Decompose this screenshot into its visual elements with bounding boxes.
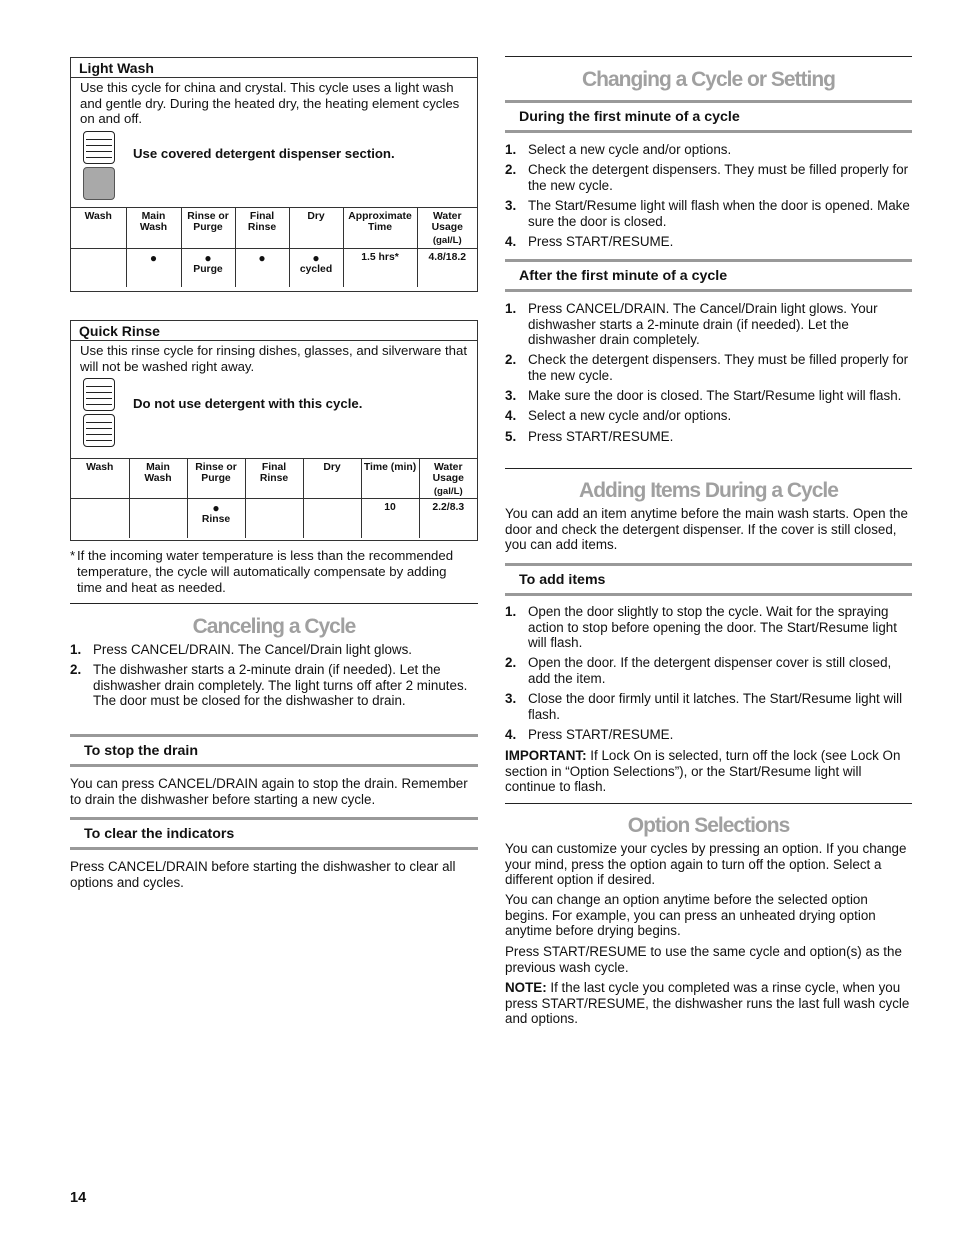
light-wash-box — [70, 57, 478, 292]
divider — [505, 130, 912, 133]
after-minute-steps — [505, 301, 912, 449]
list-item: 1. Press CANCEL/DRAIN. The Cancel/Drain light glows. Your dishwasher starts a 2-minute drain (if needed). Let the dishwasher drain completely. — [505, 301, 878, 348]
dispenser-icon — [83, 378, 115, 450]
col-header-main-wash: Main Wash — [129, 459, 187, 499]
col-header-final-rinse: Final Rinse — [235, 207, 289, 248]
col-header-final-rinse: Final Rinse — [245, 459, 303, 499]
first-minute-title: During the first minute of a cycle — [519, 109, 740, 125]
cell-wash — [71, 248, 126, 287]
quick-rinse-dispenser-note: Do not use detergent with this cycle. — [133, 396, 363, 412]
unit-label: (gal/L) — [432, 234, 462, 246]
cell-dry — [303, 499, 361, 538]
list-item: 4. Press START/RESUME. — [505, 233, 674, 249]
bullet-icon: ● — [204, 250, 212, 265]
page-number: 14 — [70, 1190, 87, 1206]
bullet-icon: ● — [212, 501, 220, 516]
list-item: 1. Open the door slightly to stop the cycle. Wait for the spraying action to stop before opening the door. The Start/Resume light will flash. — [505, 604, 897, 651]
adding-intro: You can add an item anytime before the main wash starts. Open the door and check the detergent dispenser. If the cover is still closed, you can add items. — [505, 506, 908, 553]
unit-label: (gal/L) — [433, 486, 463, 498]
divider — [505, 468, 912, 469]
cell-dry: ● cycled — [289, 248, 343, 287]
add-items-steps — [505, 604, 912, 747]
cell-wash — [71, 499, 129, 538]
col-header-water: Water Usage (gal/L) — [417, 207, 477, 248]
divider — [70, 847, 478, 850]
after-minute-title: After the first minute of a cycle — [519, 268, 728, 284]
quick-rinse-box — [70, 320, 478, 541]
list-item: 2. Check the detergent dispensers. They must be filled properly for the new cycle. — [505, 352, 909, 383]
cell-time: 1.5 hrs* — [343, 248, 417, 287]
col-header-dry: Dry — [289, 207, 343, 248]
col-header-rinse-or-purge: Rinse or Purge — [187, 459, 245, 499]
list-item: 2. The dishwasher starts a 2-minute drain (if needed). Let the dishwasher drain completely. The light turns off after 2 minutes. The door must be closed for the dishwasher to drain. — [70, 662, 468, 709]
canceling-steps — [70, 642, 470, 714]
list-item: 3. Close the door firmly until it latches. The Start/Resume light will flash. — [505, 691, 903, 722]
col-header-main-wash: Main Wash — [126, 207, 181, 248]
divider — [505, 56, 912, 57]
stop-drain-text: You can press CANCEL/DRAIN again to stop the drain. Remember to drain the dishwasher before starting a new cycle. — [70, 776, 468, 807]
divider — [505, 563, 912, 566]
list-item: 3. The Start/Resume light will flash when the door is opened. Make sure the door is closed. — [505, 197, 910, 229]
cell-rinse-or-purge: ● Rinse — [187, 499, 245, 538]
quick-rinse-title: Quick Rinse — [71, 321, 477, 341]
list-item: 4. Press START/RESUME. — [505, 726, 674, 742]
cell-main-wash — [129, 499, 187, 538]
light-wash-dispenser — [71, 127, 477, 207]
cell-water: 4.8/18.2 — [417, 248, 477, 287]
clear-indicators-text: Press CANCEL/DRAIN before starting the dishwasher to clear all options and cycles. — [70, 859, 456, 890]
divider — [70, 734, 478, 737]
canceling-title: Canceling a Cycle — [192, 615, 356, 638]
quick-rinse-table — [71, 458, 477, 538]
cell-rinse-or-purge: ● Purge — [181, 248, 235, 287]
add-items-title: To add items — [519, 572, 606, 588]
options-p2: You can change an option anytime before the selected option begins. For example, you can press an unheated drying option anytime before drying begins. — [505, 892, 876, 939]
divider — [505, 593, 912, 596]
cell-water: 2.2/8.3 — [419, 499, 477, 538]
col-header-time: Approximate Time — [343, 207, 417, 248]
light-wash-table — [71, 207, 477, 288]
options-p3: Press START/RESUME to use the same cycle and option(s) as the previous wash cycle. — [505, 944, 902, 975]
list-item: 1. Press CANCEL/DRAIN. The Cancel/Drain light glows. — [70, 642, 413, 657]
clear-indicators-title: To clear the indicators — [84, 826, 235, 842]
stop-drain-title: To stop the drain — [84, 743, 199, 759]
adding-title: Adding Items During a Cycle — [579, 479, 838, 502]
divider — [505, 259, 912, 262]
options-note: NOTE: If the last cycle you completed was a rinse cycle, when you press START/RESUME, the dishwasher runs the last full wash cycle and options. — [505, 980, 910, 1027]
divider — [70, 603, 478, 604]
col-header-wash: Wash — [71, 459, 129, 499]
divider — [70, 764, 478, 767]
col-header-dry: Dry — [303, 459, 361, 499]
divider — [505, 100, 912, 103]
cell-final-rinse — [235, 248, 289, 287]
footnote-text: If the incoming water temperature is less than the recommended temperature, the cycle will automatically compensate by adding time and heat as needed. — [77, 548, 454, 595]
col-header-rinse-or-purge: Rinse or Purge — [181, 207, 235, 248]
list-item: 4. Select a new cycle and/or options. — [505, 408, 732, 424]
options-title: Option Selections — [627, 814, 790, 837]
divider — [505, 803, 912, 804]
light-wash-title: Light Wash — [71, 58, 477, 78]
list-item: 2. Check the detergent dispensers. They must be filled properly for the new cycle. — [505, 162, 909, 193]
bullet-icon: ● — [312, 250, 320, 265]
light-wash-description: Use this cycle for china and crystal. This cycle uses a light wash and gentle dry. During the heated dry, the heating element cycles on and off. — [80, 80, 460, 127]
col-header-time: Time (min) — [361, 459, 419, 499]
footnote-mark: * — [70, 548, 76, 563]
cell-main-wash — [126, 248, 181, 287]
list-item: 1. Select a new cycle and/or options. — [505, 142, 732, 157]
col-header-water: Water Usage (gal/L) — [419, 459, 477, 499]
first-minute-steps — [505, 142, 912, 254]
footnote — [70, 548, 470, 595]
col-header-wash: Wash — [71, 207, 126, 248]
options-p1: You can customize your cycles by pressing an option. If you change your mind, press the option again to turn off the option. Select a different option if desired. — [505, 841, 907, 888]
divider — [505, 289, 912, 292]
list-item: 5. Press START/RESUME. — [505, 428, 674, 444]
changing-title: Changing a Cycle or Setting — [581, 68, 836, 91]
quick-rinse-description: Use this rinse cycle for rinsing dishes, glasses, and silverware that will not be washed right away. — [80, 343, 467, 374]
dispenser-icon — [83, 131, 115, 203]
list-item: 3. Make sure the door is closed. The Start/Resume light will flash. — [505, 388, 902, 404]
important-note: IMPORTANT: If Lock On is selected, turn off the lock (see Lock On section in “Option Selections”), or the Start/Resume light will continue to flash. — [505, 748, 901, 795]
light-wash-dispenser-note: Use covered detergent dispenser section. — [133, 145, 395, 161]
bullet-icon: ● — [258, 250, 266, 265]
bullet-icon: ● — [149, 250, 158, 265]
cell-time: 10 — [361, 499, 419, 538]
cell-final-rinse — [245, 499, 303, 538]
quick-rinse-dispenser — [71, 374, 477, 458]
list-item: 2. Open the door. If the detergent dispenser cover is still closed, add the item. — [505, 655, 892, 686]
divider — [70, 817, 478, 820]
